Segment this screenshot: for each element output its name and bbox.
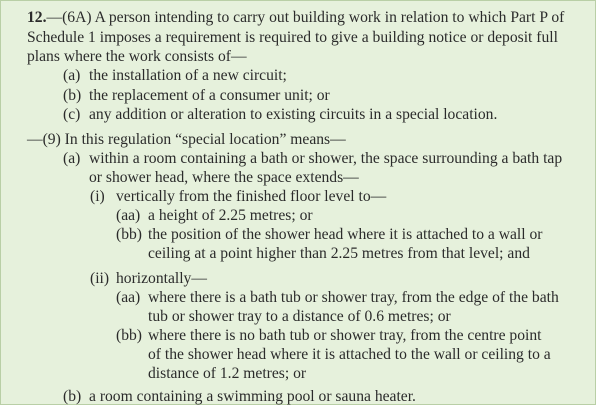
sub-ii-aa-line-1: where there is a bath tub or shower tray, from the edge of the bath bbox=[148, 289, 559, 306]
item-9a-label: (a) bbox=[63, 150, 81, 167]
paragraph-6a-line-1 bbox=[27, 8, 564, 28]
item-6a-a-text: the installation of a new circuit; bbox=[89, 67, 287, 84]
sub-ii-bb-line-2: of the shower head where it is attached to the wall or ceiling to a bbox=[148, 346, 551, 363]
paragraph-6a-line-2: Schedule 1 imposes a requirement is required to give a building notice or deposit full bbox=[27, 29, 558, 46]
item-9a-line-1: within a room containing a bath or shower, the space surrounding a bath tap bbox=[89, 150, 563, 167]
item-6a-c-label: (c) bbox=[63, 106, 81, 123]
sub-item-ii-label: (ii) bbox=[90, 270, 110, 287]
sub-i-aa-text: a height of 2.25 metres; or bbox=[148, 207, 313, 224]
sub-item-ii-text: horizontally— bbox=[116, 270, 207, 287]
item-6a-b-label: (b) bbox=[63, 87, 82, 104]
paragraph-9-heading: —(9) In this regulation “special location” means— bbox=[27, 131, 346, 148]
sub-i-bb-label: (bb) bbox=[116, 226, 142, 243]
paragraph-6a-text: —(6A) A person intending to carry out building work in relation to which Part P of bbox=[46, 9, 565, 26]
sub-ii-aa-label: (aa) bbox=[116, 289, 141, 306]
regulation-number: 12. bbox=[27, 9, 47, 26]
item-9b-label: (b) bbox=[63, 388, 82, 405]
sub-i-bb-line-1: the position of the shower head where it is attached to a wall or bbox=[148, 226, 543, 243]
item-6a-b-text: the replacement of a consumer unit; or bbox=[89, 87, 330, 104]
item-9a-line-2: or shower head, where the space extends— bbox=[89, 169, 359, 186]
paragraph-6a-line-3: plans where the work consists of— bbox=[27, 48, 247, 65]
sub-item-i-text: vertically from the finished floor level to— bbox=[116, 188, 387, 205]
sub-ii-aa-line-2: tub or shower tray to a distance of 0.6 metres; or bbox=[148, 308, 451, 325]
sub-ii-bb-line-1: where there is no bath tub or shower tray, from the centre point bbox=[148, 327, 542, 344]
sub-i-bb-line-2: ceiling at a point higher than 2.25 metres from that level; and bbox=[148, 245, 530, 262]
sub-ii-bb-label: (bb) bbox=[116, 327, 142, 344]
sub-i-aa-label: (aa) bbox=[116, 207, 141, 224]
sub-ii-bb-line-3: distance of 1.2 metres; or bbox=[148, 365, 307, 382]
item-6a-c-text: any addition or alteration to existing circuits in a special location. bbox=[89, 106, 498, 123]
sub-item-i-label: (i) bbox=[90, 188, 105, 205]
item-9b-text: a room containing a swimming pool or sauna heater. bbox=[89, 388, 416, 405]
item-6a-a-label: (a) bbox=[63, 67, 81, 84]
